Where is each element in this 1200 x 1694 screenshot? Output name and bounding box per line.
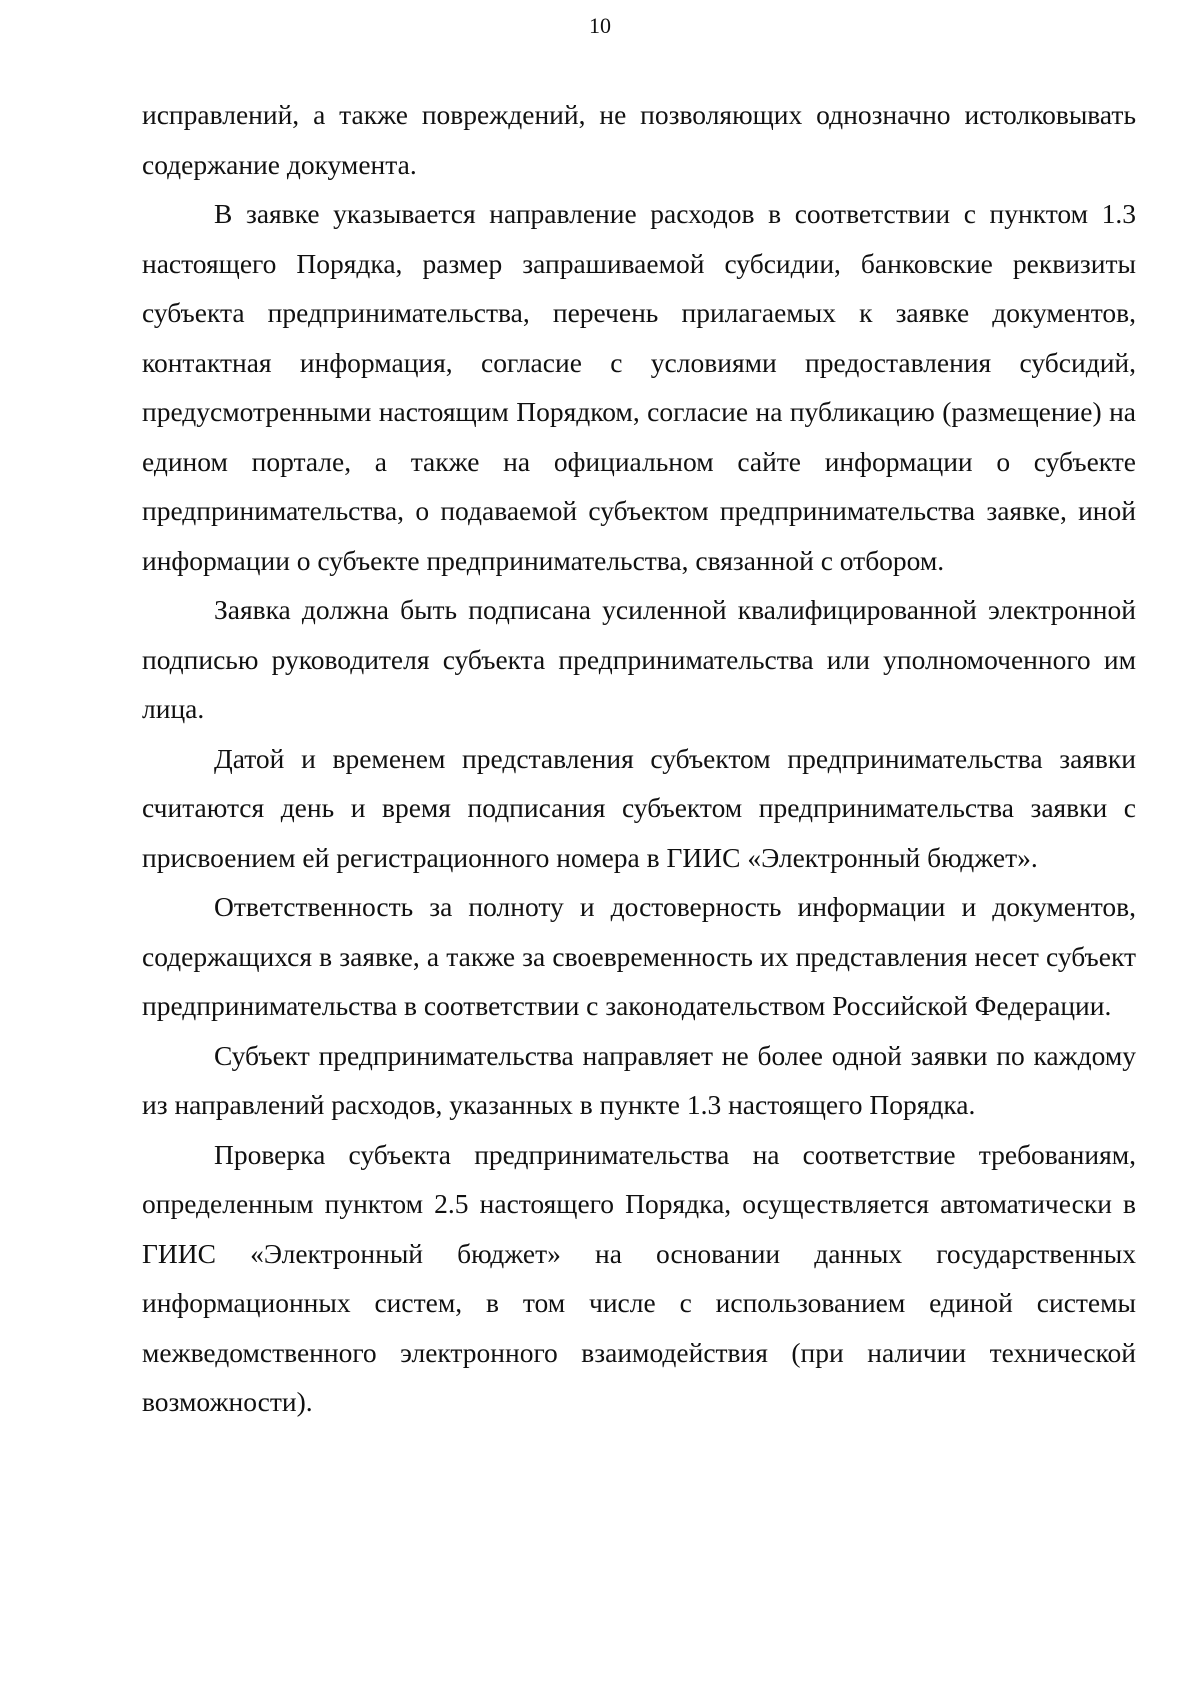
paragraph-continuation: исправлений, а также повреждений, не позволяющих однозначно истолковывать содержание документа. — [142, 99, 1136, 180]
paragraph-signature: Заявка должна быть подписана усиленной квалифицированной электронной подписью руководителя субъекта предпринимательства или уполномоченного им лица. — [142, 594, 1136, 724]
paragraph-responsibility: Ответственность за полноту и достоверность информации и документов, содержащихся в заявке, а также за своевременность их представления несет субъект предпринимательства в соответствии с законодательством Российской Федерации. — [142, 891, 1136, 1021]
page-number: 10 — [589, 13, 611, 38]
paragraph-submission-date: Датой и временем представления субъектом предпринимательства заявки считаются день и время подписания субъектом предпринимательства заявки с присвоением ей регистрационного номера в ГИИС «Электронный бюджет». — [142, 742, 1136, 873]
paragraph-verification: Проверка субъекта предпринимательства на соответствие требованиям, определенным пунктом 2.5 настоящего Порядка, осуществляется автоматически в ГИИС «Электронный бюджет» на основании данных государственных информационных систем, в том числе с использованием единой системы межведомственного электронного взаимодействия (при наличии технической возможности). — [142, 1138, 1136, 1417]
paragraph-one-application: Субъект предпринимательства направляет не более одной заявки по каждому из направлений расходов, указанных в пункте 1.3 настоящего Порядка. — [142, 1039, 1136, 1120]
paragraph-application-contents: В заявке указывается направление расходов в соответствии с пунктом 1.3 настоящего Порядка, размер запрашиваемой субсидии, банковские реквизиты субъекта предпринимательства, перечень прилагаемых к заявке документов, контактная информация, согласие с условиями предоставления субсидий, предусмотренными настоящим Порядком, согласие на публикацию (размещение) на едином портале, а также на официальном сайте информации о субъекте предпринимательства, о подаваемой субъектом предпринимательства заявке, иной информации о субъекте предпринимательства, связанной с отбором. — [142, 198, 1136, 576]
document-body — [142, 90, 1136, 1427]
